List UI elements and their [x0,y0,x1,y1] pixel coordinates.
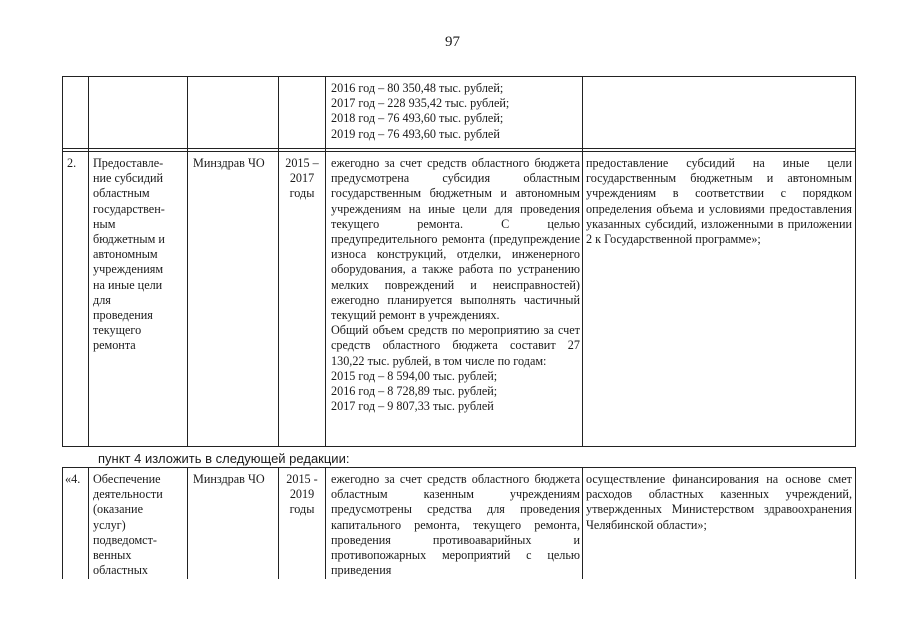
row-number: «4. [65,472,81,486]
table-border [88,467,89,579]
table-border [62,446,856,447]
measure-name: Обеспечение деятельности (оказание услуг) подведомст- венных областных [93,472,163,578]
executor: Минздрав ЧО [193,156,265,170]
table-border [278,467,279,579]
table-border [62,76,856,77]
page-number: 97 [445,34,460,50]
table-border [855,76,856,447]
measure-description: ежегодно за счет средств областного бюджета областным казенным учреждениям предусмотрены средства для проведения капитального ремонта, текущего ремонта, проведения противоаварийных и противопожарных мероприятий с целью приведения [331,472,580,578]
table-border [582,76,583,447]
table-border [278,76,279,447]
executor: Минздрав ЧО [193,472,265,486]
expected-result: осуществление финансирования на основе смет расходов областных казенных учреждений, утвержденных Министерством здравоохранения Челябинской области»; [586,472,852,532]
table-border [62,467,856,468]
measure-description: ежегодно за счет средств областного бюджета предусмотрена субсидия областным государственным бюджетным и автономным учреждениям на иные цели для проведения текущего ремонта. С целью предупредительного ремонта (предупреждение износа конструкций, отделки, инженерного оборудования, а также работа по устранению мелких повреждений и неисправностей) ежегодно планируется выполнять частичный текущий ремонт в учреждениях. Общий объем средств по мероприятию за счет средств областного бюджета составит 27 130,22 тыс. рублей, в том числе по годам: 2015 год – 8 594,00 тыс. рублей; 2016 год – 8 728,89 тыс. рублей; 2017 год – 9 807,33 тыс. рублей [331,156,580,414]
table-border [62,151,856,152]
table-border [62,148,856,149]
period: 2015 - 2019 годы [286,472,318,517]
measure-name: Предоставле- ние субсидий областным государствен- ным бюджетным и автономным учреждениям на иные цели для проведения текущего ремонта [93,156,165,353]
table-border [62,467,63,579]
table-border [187,467,188,579]
table-border [88,76,89,447]
table-border [62,76,63,447]
table-border [325,467,326,579]
table-border [187,76,188,447]
table-border [325,76,326,447]
period: 2015 – 2017 годы [285,156,319,201]
row-number: 2. [67,156,77,170]
table-border [855,467,856,579]
table-border [582,467,583,579]
table-row-continuation-description: 2016 год – 80 350,48 тыс. рублей; 2017 год – 228 935,42 тыс. рублей; 2018 год – 76 493,60 тыс. рублей; 2019 год – 76 493,60 тыс. рублей [331,81,510,141]
amendment-note: пункт 4 изложить в следующей редакции: [98,451,350,466]
expected-result: предоставление субсидий на иные цели государственным бюджетным и автономным учреждениям в соответствии с порядком определения объема и условиями предоставления указанных субсидий, изложенными в приложении 2 к Государственной программе»; [586,156,852,247]
